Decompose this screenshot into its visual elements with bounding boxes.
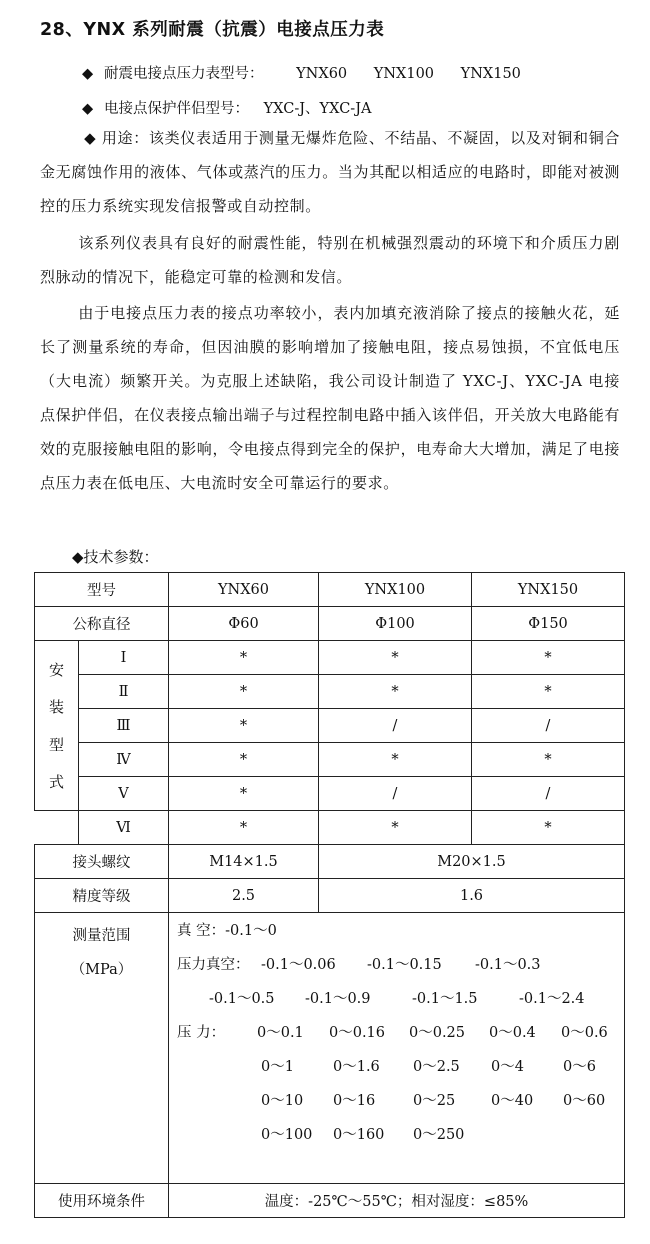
vacuum-label: 真 空： xyxy=(177,923,226,939)
range-label-unit: （MPa） xyxy=(70,962,133,978)
paragraph-protector xyxy=(40,296,620,500)
range-value: 0～0.4 xyxy=(489,1025,536,1041)
table-row-install-6 xyxy=(35,811,625,845)
range-values xyxy=(169,913,625,1184)
range-value: 0～1 xyxy=(261,1059,294,1075)
range-label xyxy=(35,913,169,1184)
install-char-1: 安 xyxy=(48,660,64,679)
bullet-models xyxy=(82,62,521,83)
range-value: 0～2.5 xyxy=(413,1059,460,1075)
install-char-3: 型 xyxy=(48,735,64,754)
header-ynx60: YNX60 xyxy=(169,573,319,607)
cell-value: * xyxy=(319,811,472,845)
table-row-install-2 xyxy=(35,675,625,709)
range-value: 0～25 xyxy=(413,1093,456,1109)
cell-value: * xyxy=(319,675,472,709)
cell-value: * xyxy=(472,743,625,777)
accuracy-label: 精度等级 xyxy=(35,879,169,913)
protector-label: 电接点保护伴侣型号： xyxy=(104,101,249,117)
range-vacuum xyxy=(177,919,277,940)
header-ynx100: YNX100 xyxy=(319,573,472,607)
range-value: -0.1～0.9 xyxy=(305,991,371,1007)
range-value: -0.1～2.4 xyxy=(519,991,585,1007)
cell-value: * xyxy=(169,811,319,845)
table-row-install-1 xyxy=(35,641,625,675)
range-value: 0～0.6 xyxy=(561,1025,608,1041)
cell-value: * xyxy=(169,743,319,777)
cell-value: / xyxy=(319,777,472,811)
range-value: 0～1.6 xyxy=(333,1059,380,1075)
install-type-ii: Ⅱ xyxy=(79,675,169,709)
thread-label: 接头螺纹 xyxy=(35,845,169,879)
cell-value: * xyxy=(472,811,625,845)
diameter-label: 公称直径 xyxy=(35,607,169,641)
range-value: 0～6 xyxy=(563,1059,596,1075)
install-type-v: Ⅴ xyxy=(79,777,169,811)
range-value: -0.1～0.3 xyxy=(475,957,541,973)
cell-value: * xyxy=(319,641,472,675)
range-value: 0～160 xyxy=(333,1127,385,1143)
accuracy-large: 1.6 xyxy=(319,879,625,913)
diamond-icon: ◆ xyxy=(84,129,97,147)
range-value: -0.1～0.06 xyxy=(261,957,336,973)
cell-value: * xyxy=(472,641,625,675)
table-row-environment xyxy=(35,1184,625,1218)
cell-value: / xyxy=(472,777,625,811)
vacuum-value: -0.1～0 xyxy=(225,923,277,939)
range-value: 0～40 xyxy=(491,1093,534,1109)
model-ynx100: YNX100 xyxy=(373,66,435,82)
install-char-4: 式 xyxy=(48,773,64,792)
diameter-60: Φ60 xyxy=(169,607,319,641)
range-value: 0～10 xyxy=(261,1093,304,1109)
table-row-install-4 xyxy=(35,743,625,777)
table-row-diameter xyxy=(35,607,625,641)
table-row-install-3 xyxy=(35,709,625,743)
range-value: 0～250 xyxy=(413,1127,465,1143)
range-pv-line-1 xyxy=(177,953,250,974)
cell-value: * xyxy=(472,675,625,709)
model-ynx60: YNX60 xyxy=(296,66,348,82)
range-value: 0～4 xyxy=(491,1059,524,1075)
range-value: 0～0.25 xyxy=(409,1025,466,1041)
header-ynx150: YNX150 xyxy=(472,573,625,607)
usage-text: 用途：该类仪表适用于测量无爆炸危险、不结晶、不凝固，以及对铜和铜合金无腐蚀作用的液体、气体或蒸汽的压力。当为其配以相适应的电路时，即能对被测控的压力系统实现发信报警或自动控制。 xyxy=(40,129,621,215)
install-type-i: Ⅰ xyxy=(79,641,169,675)
range-label-title: 测量范围 xyxy=(72,928,131,944)
spec-label: ◆技术参数： xyxy=(72,548,159,566)
diamond-icon: ◆ xyxy=(82,101,94,117)
header-model-label: 型号 xyxy=(35,573,169,607)
env-value: 温度：-25℃～55℃；相对湿度：≤85% xyxy=(169,1184,625,1218)
usage-paragraph xyxy=(40,121,620,223)
cell-value: * xyxy=(169,675,319,709)
range-value: 0～16 xyxy=(333,1093,376,1109)
diameter-100: Φ100 xyxy=(319,607,472,641)
models-label: 耐震电接点压力表型号： xyxy=(104,66,264,82)
thread-small: M14×1.5 xyxy=(169,845,319,879)
spec-table xyxy=(34,572,625,1218)
cell-value: / xyxy=(472,709,625,743)
range-value: -0.1～0.5 xyxy=(209,991,275,1007)
accuracy-small: 2.5 xyxy=(169,879,319,913)
pv-label: 压力真空： xyxy=(177,957,250,973)
cell-value: / xyxy=(319,709,472,743)
range-value: -0.1～1.5 xyxy=(412,991,478,1007)
install-type-label xyxy=(35,641,79,811)
table-row-range xyxy=(35,913,625,1184)
cell-value: * xyxy=(169,641,319,675)
table-row-accuracy xyxy=(35,879,625,913)
range-value: 0～0.1 xyxy=(257,1025,304,1041)
cell-value: * xyxy=(169,709,319,743)
thread-large: M20×1.5 xyxy=(319,845,625,879)
range-value: 0～0.16 xyxy=(329,1025,386,1041)
table-row-install-5 xyxy=(35,777,625,811)
bullet-protector xyxy=(82,97,371,118)
install-type-vi: Ⅵ xyxy=(79,811,169,845)
cell-value: * xyxy=(169,777,319,811)
paragraph-seismic-text: 该系列仪表具有良好的耐震性能，特别在机械强烈震动的环境下和介质压力剧烈脉动的情况下，能稳定可靠的检测和发信。 xyxy=(40,234,620,286)
range-value: 0～60 xyxy=(563,1093,606,1109)
table-row-thread xyxy=(35,845,625,879)
range-value: 0～100 xyxy=(261,1127,313,1143)
install-char-2: 装 xyxy=(48,698,64,717)
diameter-150: Φ150 xyxy=(472,607,625,641)
table-row-model xyxy=(35,573,625,607)
model-ynx150: YNX150 xyxy=(460,66,521,82)
section-title: 28、YNX 系列耐震（抗震）电接点压力表 xyxy=(40,20,385,40)
diamond-icon: ◆ xyxy=(82,66,94,82)
paragraph-seismic xyxy=(40,226,620,294)
paragraph-protector-text: 由于电接点压力表的接点功率较小，表内加填充液消除了接点的接触火花，延长了测量系统的寿命，但因油膜的影响增加了接触电阻，接点易蚀损，不宜低电压（大电流）频繁开关。为克服上述缺陷，我公司设计制造了 YXC-J、YXC-JA 电接点保护伴侣，在仪表接点输出端子与过程控制电路中插入该伴侣，开关放大电路能有效的克服接触电阻的影响，令电接点得到完全的保护，电寿命大大增加，满足了电接点压力表在低电压、大电流时安全可靠运行的要求。 xyxy=(40,304,620,492)
cell-value: * xyxy=(319,743,472,777)
install-type-iii: Ⅲ xyxy=(79,709,169,743)
protector-models: YXC-J、YXC-JA xyxy=(263,101,372,117)
p-label: 压 力： xyxy=(177,1025,226,1041)
range-value: -0.1～0.15 xyxy=(367,957,442,973)
env-label: 使用环境条件 xyxy=(35,1184,169,1218)
range-pressure-label xyxy=(177,1021,225,1042)
blank-cell xyxy=(35,811,79,845)
install-type-iv: Ⅳ xyxy=(79,743,169,777)
